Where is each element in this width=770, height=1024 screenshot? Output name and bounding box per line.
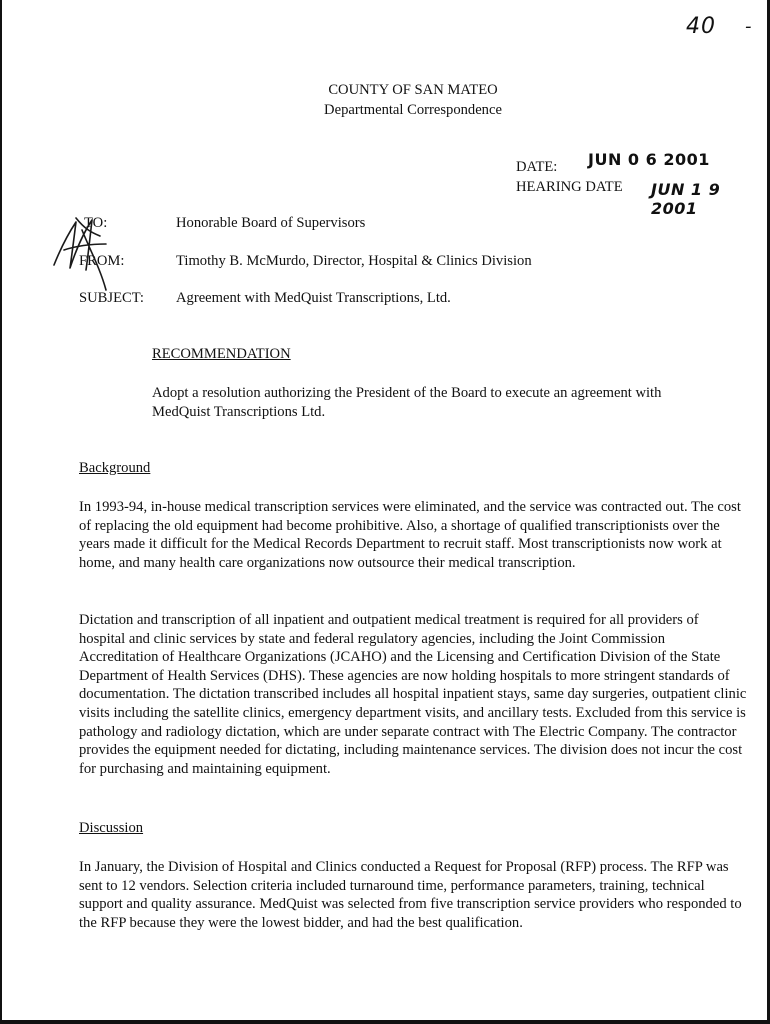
to-value: Honorable Board of Supervisors [176, 215, 366, 231]
recommendation-heading: RECOMMENDATION [152, 346, 291, 362]
recommendation-text: Adopt a resolution authorizing the President of the Board to execute an agreement with MedQuist Transcriptions Ltd. [152, 385, 662, 420]
discussion-paragraph-1: In January, the Division of Hospital and Clinics conducted a Request for Proposal (RFP) process. The RFP was sent to 12 vendors. Selection criteria included turnaround time, performance parameters, training, technical support and quality assurance. MedQuist was selected from five transcription service providers who responded to the RFP because they were the lowest bidder, and had the best qualification. [79, 859, 742, 931]
subject-value: Agreement with MedQuist Transcriptions, Ltd. [176, 290, 451, 306]
bottom-page-edge [0, 1020, 770, 1024]
date-stamp: JUN 0 6 2001 [588, 150, 710, 169]
page-number-mark: - [745, 16, 753, 37]
from-value: Timothy B. McMurdo, Director, Hospital & Clinics Division [176, 253, 532, 269]
hearing-date-label: HEARING DATE [516, 179, 623, 195]
page-number: 40 [686, 14, 716, 39]
date-label: DATE: [516, 159, 558, 175]
background-paragraph-2: Dictation and transcription of all inpatient and outpatient medical treatment is required for all providers of hospital and clinic services by state and federal regulatory agencies, including the Joint Commission Accreditation of Healthcare Organizations (JCAHO) and the Licensing and Certification Division of the State Department of Health Services (DHS). These agencies are now holding hospitals to more stringent standards of documentation. The dictation transcribed includes all hospital inpatient stays, same day surgeries, outpatient clinic visits including the satellite clinics, emergency department visits, and ancillary tests. Excluded from this service is pathology and radiology dictation, which are under separate contract with The Electric Company. The contractor provides the equipment needed for dictating, including maintenance services. The division does not incur the cost for purchasing and maintaining equipment. [79, 612, 747, 777]
signature-initials [46, 210, 126, 295]
to-label: TO: [84, 215, 108, 231]
background-heading: Background [79, 460, 151, 476]
discussion-heading: Discussion [79, 820, 144, 836]
from-label: FROM: [79, 253, 125, 269]
department-subtitle: Departmental Correspondence [324, 102, 502, 118]
background-paragraph-1: In 1993-94, in-house medical transcription services were eliminated, and the service was contracted out. The cost of replacing the old equipment had become prohibitive. Also, a shortage of qualified transcriptionists over the years made it difficult for the Medical Records Department to recruit staff. Most transcriptionists now work at home, and many health care organizations now outsource their medical transcription. [79, 499, 741, 571]
hearing-date-stamp: JUN 1 9 2001 [651, 180, 721, 218]
org-title: COUNTY OF SAN MATEO [328, 82, 498, 98]
left-page-edge [0, 0, 2, 1024]
subject-label: SUBJECT: [79, 290, 144, 306]
